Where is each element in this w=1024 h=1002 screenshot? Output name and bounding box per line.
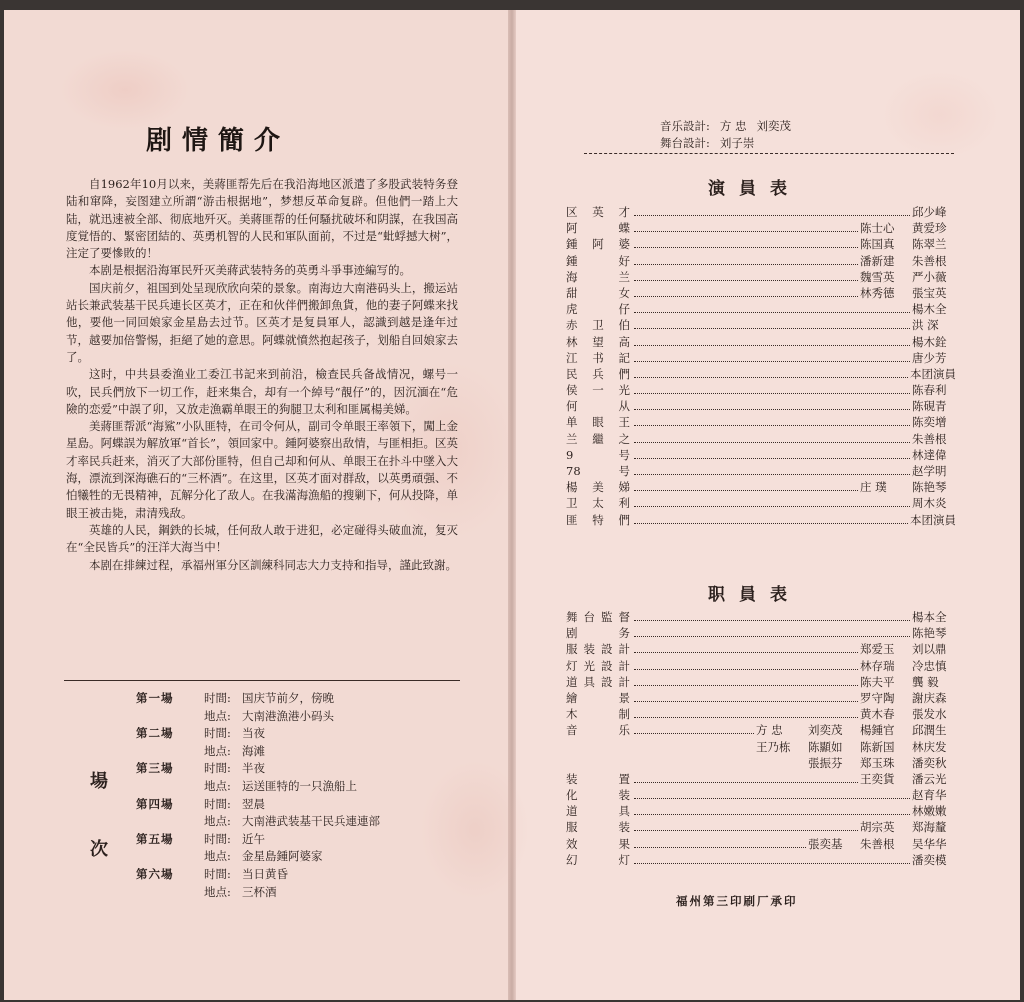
synopsis-paragraph: 本剧在排練过程，承福州軍分区訓練科同志大力支持和指导，謹此致謝。 xyxy=(89,557,457,572)
leader-dots xyxy=(634,215,910,216)
designer-name: 刘子崇 xyxy=(719,136,755,150)
actor-names xyxy=(912,398,956,414)
time-label: 时間: xyxy=(204,866,231,881)
staff-name: 張发水 xyxy=(912,707,947,722)
leader-dots xyxy=(634,830,858,831)
staff-row xyxy=(566,674,956,690)
scene-spacer xyxy=(136,708,204,726)
role-name: 何从 xyxy=(566,399,630,414)
staff-names xyxy=(912,852,956,868)
cast-row xyxy=(566,317,956,333)
leader-dots xyxy=(634,312,910,313)
divider xyxy=(64,680,460,681)
cast-row xyxy=(566,398,956,414)
actor-names xyxy=(860,285,956,301)
scene-row xyxy=(136,884,482,902)
scene-time: 翌晨 xyxy=(242,796,265,811)
scene-time: 当日黄昏 xyxy=(242,866,288,881)
cast-row xyxy=(566,512,956,528)
staff-role: 剧务 xyxy=(566,626,630,641)
cast-row xyxy=(566,495,956,511)
leader-dots xyxy=(634,280,858,281)
actor-name: 严小薇 xyxy=(912,269,947,284)
scene-row xyxy=(136,831,482,849)
actor-names xyxy=(912,463,956,479)
staff-row xyxy=(566,641,956,657)
cast-row xyxy=(566,334,956,350)
actor-name: 唐少芳 xyxy=(912,350,947,365)
actor-name: 林達偉 xyxy=(912,447,947,462)
staff-names xyxy=(912,625,956,641)
actor-name: 本团演員 xyxy=(910,366,956,381)
staff-role: 灯光設計 xyxy=(566,658,630,673)
actor-names xyxy=(912,382,956,398)
staff-name: 郑海釐 xyxy=(912,820,947,835)
leader-dots xyxy=(634,345,910,346)
printer-credit: 福州第三印刷厂承印 xyxy=(676,894,798,908)
staff-role: 幻灯 xyxy=(566,852,630,867)
scene-row xyxy=(136,760,482,778)
staff-row xyxy=(566,852,956,868)
leader-dots xyxy=(634,409,910,410)
role-name: 赤卫伯 xyxy=(566,318,630,333)
role-name: 江书記 xyxy=(566,350,630,365)
actor-name: 潘新建 xyxy=(860,253,895,268)
staff-role: 繪景 xyxy=(566,690,630,705)
scene-name: 第三場 xyxy=(136,761,174,776)
staff-row xyxy=(566,771,956,787)
staff-name: 王奕貨 xyxy=(860,771,895,786)
leader-dots xyxy=(634,377,908,378)
leader-dots xyxy=(634,231,858,232)
synopsis-paragraph: 自1962年10月以来，美蔣匪帮先后在我沿海地区派遣了多股武装特务登陆和窜降，妄图建立所謂“游击根据地”，梦想反革命复辟。但他們一踏上大陆，就迅速被全部、彻底地歼灭。美蔣匪帮的任何騷扰破坏和阴謀，在我国高度覚悟的、緊密团結的、英勇机智的人民和軍队面前，不过是“蚍蜉撼大树”，注定了要慘敗的！ xyxy=(66,177,458,261)
actor-name: 魏雪英 xyxy=(860,269,895,284)
actor-name: 陈艳琴 xyxy=(912,480,947,495)
scene-row xyxy=(136,848,482,866)
leader-dots xyxy=(634,361,910,362)
designer-row xyxy=(660,135,801,152)
staff-role: 木制 xyxy=(566,707,630,722)
staff-names xyxy=(912,787,956,803)
actor-names xyxy=(912,495,956,511)
actor-names xyxy=(912,414,956,430)
leader-dots xyxy=(634,669,858,670)
role-name: 鍾阿婆 xyxy=(566,237,630,252)
designer-label: 舞台設計: xyxy=(660,136,710,150)
staff-name: 潘云光 xyxy=(912,771,947,786)
scene-name: 第一場 xyxy=(136,691,174,705)
staff-title: 职員表 xyxy=(708,585,801,605)
designer-credits xyxy=(660,118,801,152)
leader-dots xyxy=(634,620,910,621)
actor-names xyxy=(912,431,956,447)
leader-dots xyxy=(634,863,910,864)
staff-name: 張振芬 xyxy=(808,755,843,770)
staff-row xyxy=(566,787,956,803)
scene-row xyxy=(136,778,482,796)
scene-row xyxy=(136,813,482,831)
actor-name: 朱善根 xyxy=(912,253,947,268)
role-name: 侯一光 xyxy=(566,383,630,398)
synopsis-paragraph: 英雄的人民，鋼鉄的长城，任何敌人敢于进犯，必定碰得头破血流，复灭在“全民皆兵”的汪洋大海当中！ xyxy=(66,522,458,555)
staff-name: 邱潤生 xyxy=(912,723,947,738)
scene-spacer xyxy=(136,743,204,761)
cast-row xyxy=(566,204,956,220)
staff-extra-row xyxy=(566,739,956,755)
scene-name: 第六場 xyxy=(136,866,174,881)
actor-names xyxy=(910,366,956,382)
actor-name: 楊木銓 xyxy=(912,334,947,349)
staff-name: 潘奕秋 xyxy=(912,755,947,770)
role-name: 阿蝶 xyxy=(566,221,630,236)
staff-role: 道具 xyxy=(566,804,630,819)
staff-role: 舞台監督 xyxy=(566,610,630,624)
scene-spacer xyxy=(136,778,204,796)
staff-row xyxy=(566,819,956,835)
scene-row xyxy=(136,743,482,761)
synopsis-paragraph: 国庆前夕，祖国到处呈现欣欣向荣的景象。南海边大南港码头上，搬运站站长兼武装基干民兵連长区英才，正在和伙伴們搬卸魚貨，他的妻子阿蝶来找他，要他一同回娘家金星島去过节。区英才是复員軍人，認識到越是逢年过节，越要加倍警惕，拒絕了她的意思。阿蝶就憤然抱起孩子，划船自回娘家去了。 xyxy=(66,280,458,364)
scene-spacer xyxy=(136,848,204,866)
leader-dots xyxy=(634,425,910,426)
leader-dots xyxy=(634,523,908,524)
staff-name: 刘以鼎 xyxy=(912,642,947,657)
scene-row xyxy=(136,796,482,814)
actor-names xyxy=(912,204,956,220)
scene-name: 第五場 xyxy=(136,831,174,846)
staff-role: 装置 xyxy=(566,771,630,786)
role-name: 民兵們 xyxy=(566,366,630,381)
cast-title: 演員表 xyxy=(708,179,801,199)
leader-dots xyxy=(634,636,910,637)
staff-name: 陈新国 xyxy=(860,739,895,754)
scene-time: 国庆节前夕，傍晚 xyxy=(242,691,334,705)
staff-row xyxy=(566,690,956,706)
leader-dots xyxy=(634,264,858,265)
page-title: 剧情簡介 xyxy=(146,126,291,156)
role-name: 海兰 xyxy=(566,269,630,284)
actor-name: 陈国真 xyxy=(860,237,895,252)
actor-name: 庄 璞 xyxy=(860,480,887,495)
synopsis-paragraph: 这时，中共县委渔业工委江书記来到前沿，檢查民兵备战情况，螺号一吹，民兵們放下一切工作，赶来集合，却有一个綽号“靚仔”的，因沉湎在“危險的恋爱”中誤了卯，又放走漁霸单眼王的狗腿卫太利和匪属楊美娣。 xyxy=(66,367,458,416)
staff-name: 冷忠慎 xyxy=(912,658,947,673)
staff-names xyxy=(860,641,956,657)
actor-name: 洪 深 xyxy=(912,318,939,333)
staff-list xyxy=(566,609,956,868)
staff-name: 罗守陶 xyxy=(860,690,895,705)
staff-name: 楊鍾官 xyxy=(860,723,895,738)
role-name: 卫太利 xyxy=(566,496,630,511)
staff-names xyxy=(860,819,956,835)
place-label: 地点: xyxy=(204,708,231,723)
actor-names xyxy=(912,301,956,317)
actor-names xyxy=(912,317,956,333)
cast-row xyxy=(566,479,956,495)
role-name: 甜女 xyxy=(566,285,630,300)
time-label: 时間: xyxy=(204,691,231,705)
staff-names xyxy=(860,690,956,706)
scene-spacer xyxy=(136,884,204,902)
cast-row xyxy=(566,236,956,252)
leader-dots xyxy=(634,847,806,848)
leader-dots xyxy=(634,328,910,329)
leader-dots xyxy=(634,247,858,248)
staff-names xyxy=(860,658,956,674)
staff-row xyxy=(566,722,956,738)
actor-name: 朱善根 xyxy=(912,431,947,446)
staff-name: 林存瑞 xyxy=(860,658,895,673)
scene-spacer xyxy=(136,813,204,831)
scene-name: 第二場 xyxy=(136,726,174,741)
staff-names xyxy=(912,609,956,625)
actor-names xyxy=(912,447,956,463)
actor-name: 周木炎 xyxy=(912,496,947,511)
staff-name: 潘奕模 xyxy=(912,852,947,867)
staff-names xyxy=(860,706,956,722)
staff-name: 刘奕茂 xyxy=(808,723,843,738)
scene-place: 大南港漁港小码头 xyxy=(242,708,334,723)
staff-role: 效果 xyxy=(566,836,630,851)
place-label: 地点: xyxy=(204,814,231,829)
cast-row xyxy=(566,285,956,301)
role-name: 林望高 xyxy=(566,334,630,349)
actor-names xyxy=(912,350,956,366)
staff-names xyxy=(860,771,956,787)
scene-time: 当夜 xyxy=(242,726,265,741)
leader-dots xyxy=(634,701,858,702)
staff-names xyxy=(808,836,956,852)
scene-time: 半夜 xyxy=(242,761,265,776)
scene-place: 运送匪特的一只漁船上 xyxy=(242,778,357,793)
leader-dots xyxy=(634,393,910,394)
actor-name: 邱少峰 xyxy=(912,205,947,219)
leader-dots xyxy=(634,458,910,459)
staff-row xyxy=(566,609,956,625)
scene-row xyxy=(136,708,482,726)
divider xyxy=(584,153,954,158)
staff-name: 林嫩嫩 xyxy=(912,804,947,819)
role-name: 鍾好 xyxy=(566,253,630,268)
designer-row xyxy=(660,118,801,135)
staff-name: 王乃栋 xyxy=(756,739,791,754)
actor-name: 張宝英 xyxy=(912,285,947,300)
role-name: 楊美娣 xyxy=(566,480,630,495)
place-label: 地点: xyxy=(204,884,231,899)
staff-row xyxy=(566,706,956,722)
leader-dots xyxy=(634,733,754,734)
staff-names xyxy=(860,674,956,690)
staff-name: 郑玉珠 xyxy=(860,755,895,770)
actor-names xyxy=(860,220,956,236)
leader-dots xyxy=(634,814,910,815)
cast-row xyxy=(566,463,956,479)
actor-names xyxy=(912,334,956,350)
actor-name: 黄爱珍 xyxy=(912,221,947,236)
actor-name: 陈士心 xyxy=(860,221,895,236)
staff-names xyxy=(912,803,956,819)
staff-name: 郑爱玉 xyxy=(860,642,895,657)
synopsis-paragraph: 美蔣匪帮派“海鯊”小队匪特，在司令何从，副司令单眼王率領下，闖上金星島。阿蝶誤为解放軍“首长”，領回家中。鍾阿婆察出敌情，与匪相拒。区英才率民兵赶来，消灭了大部份匪特，但自己却和何从、单眼王在扑斗中墜入大海，漂流到深海礁石的“三杯酒”。在这里，区英才面对群敌，以英勇頑强、不怕犧牲的无畏精神，瓦解分化了敌人。在我滿海漁船的搜剿下，何从投降，单眼王被击毙，肃清残敌。 xyxy=(66,419,458,520)
staff-name: 方 忠 xyxy=(756,723,783,738)
time-label: 时間: xyxy=(204,831,231,846)
staff-name: 謝庆森 xyxy=(912,690,947,705)
scene-row xyxy=(136,866,482,884)
leader-dots xyxy=(634,652,858,653)
staff-role: 化装 xyxy=(566,788,630,803)
cast-row xyxy=(566,253,956,269)
cast-row xyxy=(566,447,956,463)
leader-dots xyxy=(634,296,858,297)
actor-name: 陈硯青 xyxy=(912,399,947,414)
place-label: 地点: xyxy=(204,849,231,864)
cast-row xyxy=(566,269,956,285)
scene-row xyxy=(136,725,482,743)
cast-row xyxy=(566,366,956,382)
leader-dots xyxy=(634,506,910,507)
designer-name: 刘奕茂 xyxy=(756,119,792,133)
staff-name: 黄木春 xyxy=(860,707,895,722)
staff-names xyxy=(756,722,956,738)
place-label: 地点: xyxy=(204,778,231,793)
staff-name: 楊本全 xyxy=(912,610,947,624)
leader-dots xyxy=(634,474,910,475)
role-name: 区英才 xyxy=(566,205,630,219)
staff-name: 陈顯如 xyxy=(808,739,843,754)
page-fold xyxy=(508,10,516,1000)
leader-dots xyxy=(634,798,910,799)
staff-row xyxy=(566,803,956,819)
role-name: 78号 xyxy=(566,464,630,478)
staff-name: 林庆发 xyxy=(912,739,947,754)
staff-role: 服装設計 xyxy=(566,642,630,657)
role-name: 匪特們 xyxy=(566,512,630,527)
scene-row xyxy=(136,690,482,708)
synopsis-paragraph: 本剧是根据沿海軍民歼灭美蔣武装特务的英勇斗爭事迹編写的。 xyxy=(89,263,411,278)
leader-dots xyxy=(634,442,910,443)
staff-name: 吴华华 xyxy=(912,836,947,851)
scene-place: 海滩 xyxy=(242,743,265,758)
synopsis xyxy=(66,176,458,574)
scene-list xyxy=(136,690,482,901)
staff-row xyxy=(566,658,956,674)
staff-name: 龔 毅 xyxy=(912,674,939,689)
staff-row xyxy=(566,625,956,641)
actor-names xyxy=(860,269,956,285)
time-label: 时間: xyxy=(204,726,231,741)
scene-time: 近午 xyxy=(242,831,265,846)
role-name: 虎仔 xyxy=(566,302,630,317)
scene-place: 金星島鍾阿婆家 xyxy=(242,849,323,864)
role-name: 9号 xyxy=(566,447,630,462)
leader-dots xyxy=(634,490,858,491)
cast-row xyxy=(566,350,956,366)
staff-name: 胡宗英 xyxy=(860,820,895,835)
staff-name: 張奕基 xyxy=(808,836,843,851)
actor-names xyxy=(860,253,956,269)
cast-list xyxy=(566,204,956,528)
staff-row xyxy=(566,836,956,852)
cast-row xyxy=(566,414,956,430)
leader-dots xyxy=(634,717,858,718)
actor-name: 林秀德 xyxy=(860,285,895,300)
cast-row xyxy=(566,431,956,447)
designer-label: 音乐設計: xyxy=(660,119,710,133)
staff-role: 道具設計 xyxy=(566,674,630,689)
cast-row xyxy=(566,301,956,317)
actor-names xyxy=(860,479,956,495)
scenes-label: 場次 xyxy=(90,771,108,860)
staff-name: 陈夫平 xyxy=(860,674,895,689)
actor-name: 陈翠兰 xyxy=(912,237,947,252)
actor-names xyxy=(910,512,956,528)
cast-row xyxy=(566,220,956,236)
time-label: 时間: xyxy=(204,761,231,776)
role-name: 单眼王 xyxy=(566,415,630,430)
designer-name: 方 忠 xyxy=(719,119,747,133)
actor-name: 楊木全 xyxy=(912,302,947,317)
staff-name: 赵育华 xyxy=(912,788,947,803)
actor-name: 本团演員 xyxy=(910,512,956,527)
leader-dots xyxy=(634,782,858,783)
scene-place: 三杯酒 xyxy=(242,884,277,899)
staff-role: 服装 xyxy=(566,820,630,835)
leader-dots xyxy=(634,685,858,686)
staff-name: 陈艳琴 xyxy=(912,626,947,641)
time-label: 时間: xyxy=(204,796,231,811)
scene-name: 第四場 xyxy=(136,796,174,811)
staff-extra-row xyxy=(566,755,956,771)
actor-name: 赵学明 xyxy=(912,464,947,478)
actor-name: 陈春利 xyxy=(912,383,947,398)
staff-name: 朱善根 xyxy=(860,836,895,851)
staff-role: 音乐 xyxy=(566,723,630,738)
actor-name: 陈奕增 xyxy=(912,415,947,430)
actor-names xyxy=(860,236,956,252)
cast-row xyxy=(566,382,956,398)
role-name: 兰繼之 xyxy=(566,431,630,446)
scene-place: 大南港武装基干民兵連連部 xyxy=(242,814,380,829)
place-label: 地点: xyxy=(204,743,231,758)
